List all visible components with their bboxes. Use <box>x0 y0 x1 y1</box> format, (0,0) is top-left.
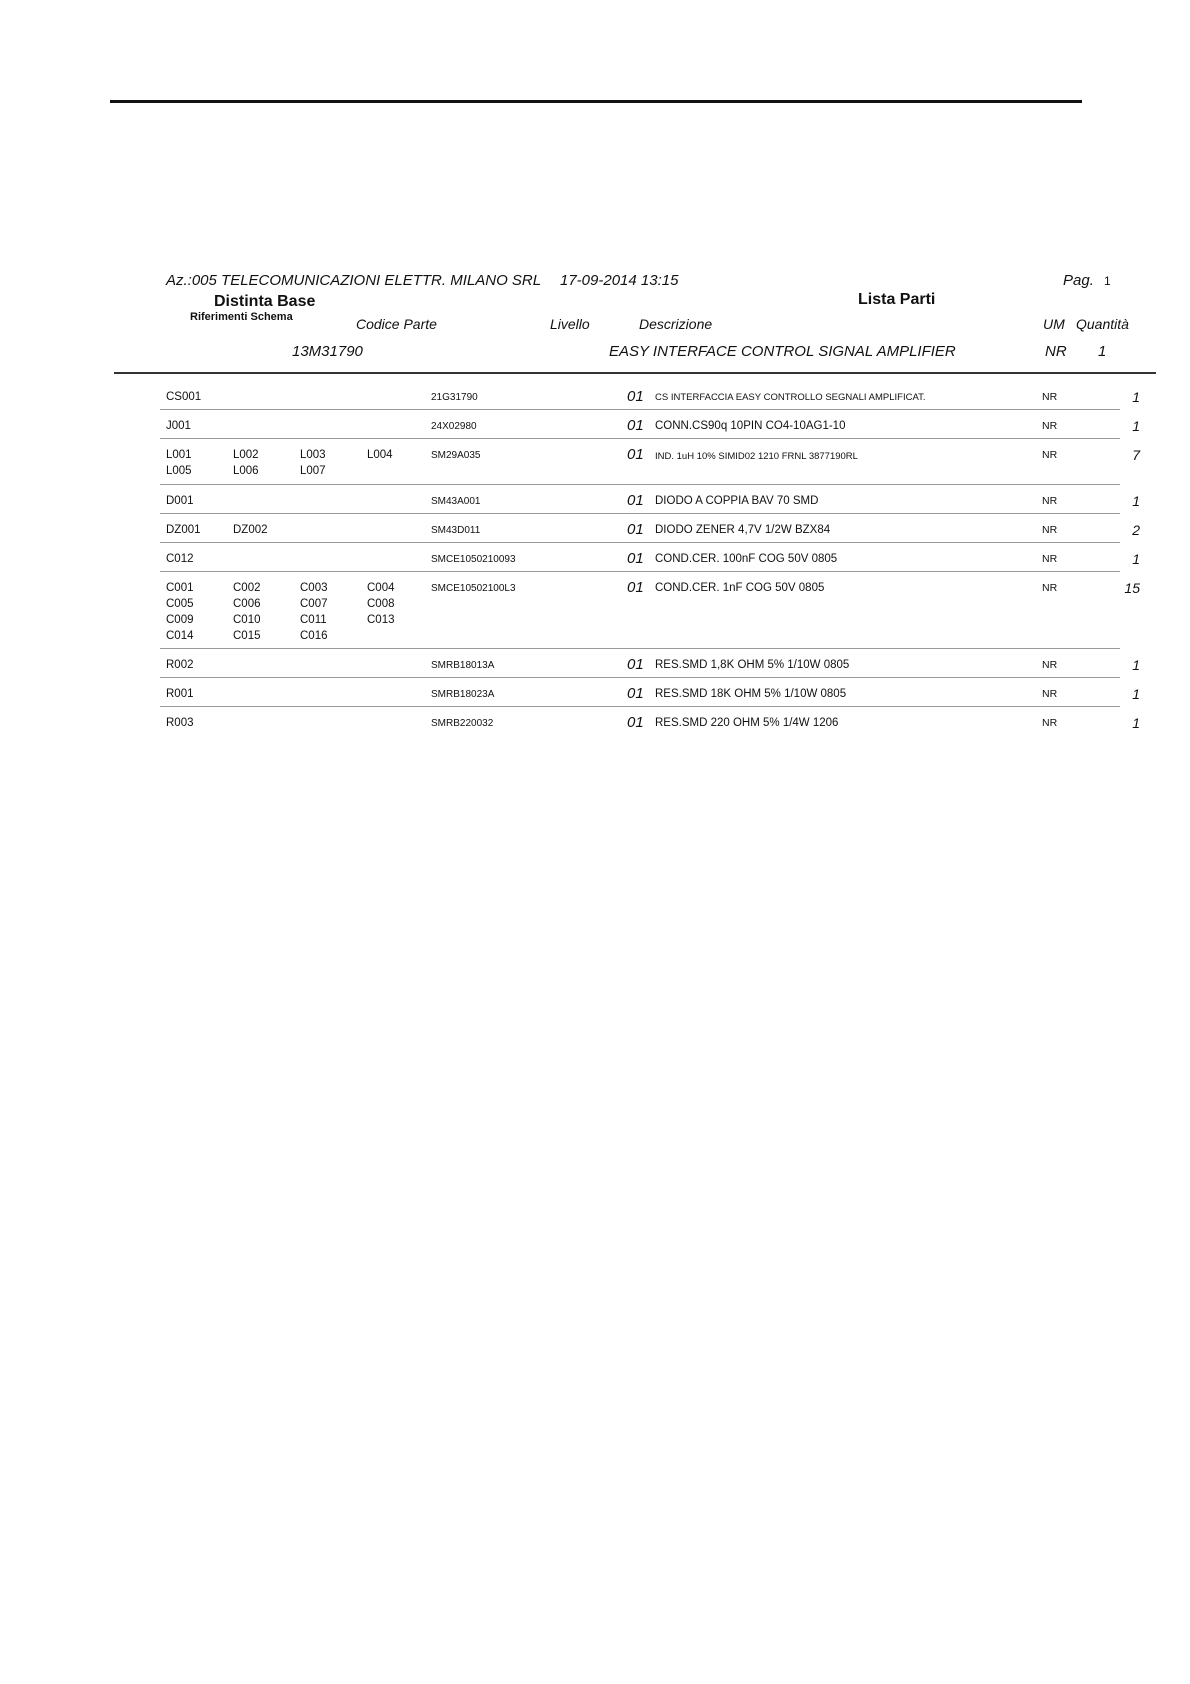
schematic-refs <box>166 581 434 644</box>
column-header-qty: Quantità <box>1076 316 1129 332</box>
schematic-refs <box>166 523 434 538</box>
page-number: 1 <box>1104 274 1111 288</box>
schematic-ref: CS001 <box>166 391 202 403</box>
part-description: DIODO ZENER 4,7V 1/2W BZX84 <box>655 524 831 536</box>
part-level: 01 <box>627 417 644 434</box>
schematic-ref: C006 <box>233 598 261 610</box>
part-description: RES.SMD 220 OHM 5% 1/4W 1206 <box>655 717 839 729</box>
schematic-refs <box>166 494 434 509</box>
part-qty: 1 <box>1132 493 1140 509</box>
part-code: SM29A035 <box>431 450 481 461</box>
part-um: NR <box>1042 659 1058 671</box>
part-description: RES.SMD 18K OHM 5% 1/10W 0805 <box>655 688 847 700</box>
part-code: SMRB18023A <box>431 689 495 700</box>
part-qty: 1 <box>1132 551 1140 567</box>
schematic-ref: C014 <box>166 630 194 642</box>
schematic-ref: C010 <box>233 614 261 626</box>
schematic-ref: DZ001 <box>166 524 201 536</box>
table-row <box>160 485 1140 514</box>
part-level: 01 <box>627 685 644 702</box>
schematic-ref: C007 <box>300 598 328 610</box>
part-level: 01 <box>627 388 644 405</box>
parent-part-qty: 1 <box>1098 343 1107 360</box>
part-description: COND.CER. 1nF COG 50V 0805 <box>655 582 825 594</box>
part-description: RES.SMD 1,8K OHM 5% 1/10W 0805 <box>655 659 850 671</box>
schematic-ref: C003 <box>300 582 328 594</box>
parent-part-code: 13M31790 <box>292 343 363 360</box>
table-row <box>160 543 1140 572</box>
part-qty: 1 <box>1132 686 1140 702</box>
schematic-ref: C016 <box>300 630 328 642</box>
schematic-ref: DZ002 <box>233 524 268 536</box>
schematic-ref: R003 <box>166 717 194 729</box>
report-title: Distinta Base <box>214 293 316 310</box>
parent-part-um: NR <box>1045 343 1067 360</box>
part-code: SM43D011 <box>431 525 481 536</box>
schematic-ref: C011 <box>300 614 327 626</box>
schematic-refs <box>166 552 434 567</box>
parts-table <box>160 381 1140 736</box>
schematic-ref: R002 <box>166 659 194 671</box>
part-level: 01 <box>627 521 644 538</box>
parent-part-description: EASY INTERFACE CONTROL SIGNAL AMPLIFIER <box>609 343 956 360</box>
schematic-refs <box>166 448 434 479</box>
part-code: SMRB220032 <box>431 718 494 729</box>
part-description: CONN.CS90q 10PIN CO4-10AG1-10 <box>655 420 846 432</box>
table-row <box>160 678 1140 707</box>
top-rule <box>110 100 1082 103</box>
table-row <box>160 649 1140 678</box>
page-label: Pag. <box>1063 272 1094 289</box>
part-code: 21G31790 <box>431 392 478 403</box>
company-name: Az.:005 TELECOMUNICAZIONI ELETTR. MILANO SRL <box>166 272 542 289</box>
part-level: 01 <box>627 579 644 596</box>
schematic-ref: C004 <box>367 582 395 594</box>
part-level: 01 <box>627 550 644 567</box>
column-header-level: Livello <box>550 316 590 332</box>
schematic-ref: L004 <box>367 449 393 461</box>
part-qty: 1 <box>1132 715 1140 731</box>
schematic-ref: C001 <box>166 582 194 594</box>
part-um: NR <box>1042 688 1058 700</box>
schematic-ref: L002 <box>233 449 259 461</box>
part-qty: 1 <box>1132 389 1140 405</box>
schematic-ref: R001 <box>166 688 194 700</box>
table-row <box>160 514 1140 543</box>
part-code: 24X02980 <box>431 421 477 432</box>
table-row <box>160 439 1140 485</box>
part-level: 01 <box>627 656 644 673</box>
part-um: NR <box>1042 391 1058 403</box>
part-um: NR <box>1042 449 1058 461</box>
part-code: SMCE10502100L3 <box>431 583 516 594</box>
part-code: SMRB18013A <box>431 660 495 671</box>
part-description: CS INTERFACCIA EASY CONTROLLO SEGNALI AMPLIFICAT. <box>655 392 926 403</box>
schematic-ref: C009 <box>166 614 194 626</box>
schematic-refs <box>166 687 434 702</box>
part-description: COND.CER. 100nF COG 50V 0805 <box>655 553 838 565</box>
schematic-ref: L006 <box>233 465 259 477</box>
part-code: SM43A001 <box>431 496 481 507</box>
schematic-ref: J001 <box>166 420 191 432</box>
part-qty: 2 <box>1132 522 1140 538</box>
table-row <box>160 410 1140 439</box>
schematic-refs <box>166 658 434 673</box>
column-header-description: Descrizione <box>639 316 713 332</box>
schematic-ref: C002 <box>233 582 261 594</box>
table-row <box>160 572 1140 649</box>
table-row <box>160 707 1140 736</box>
report-subtitle: Lista Parti <box>858 291 936 308</box>
column-header-refs: Riferimenti Schema <box>190 311 293 323</box>
part-um: NR <box>1042 495 1058 507</box>
schematic-ref: C008 <box>367 598 395 610</box>
column-header-um: UM <box>1043 316 1065 332</box>
schematic-ref: L001 <box>166 449 192 461</box>
header-rule <box>114 372 1156 374</box>
part-qty: 15 <box>1124 580 1140 596</box>
schematic-refs <box>166 419 434 434</box>
part-description: IND. 1uH 10% SIMID02 1210 FRNL 3877190RL <box>655 451 858 462</box>
report-datetime: 17-09-2014 13:15 <box>560 272 679 289</box>
part-description: DIODO A COPPIA BAV 70 SMD <box>655 495 819 507</box>
part-level: 01 <box>627 714 644 731</box>
column-header-code: Codice Parte <box>356 316 437 332</box>
part-um: NR <box>1042 717 1058 729</box>
part-qty: 1 <box>1132 418 1140 434</box>
table-row <box>160 381 1140 410</box>
part-um: NR <box>1042 553 1058 565</box>
schematic-refs <box>166 716 434 731</box>
part-level: 01 <box>627 492 644 509</box>
schematic-ref: L005 <box>166 465 192 477</box>
part-code: SMCE1050210093 <box>431 554 516 565</box>
schematic-ref: C013 <box>367 614 395 626</box>
schematic-ref: C012 <box>166 553 194 565</box>
schematic-refs <box>166 390 434 405</box>
part-qty: 1 <box>1132 657 1140 673</box>
part-um: NR <box>1042 524 1058 536</box>
part-level: 01 <box>627 446 644 463</box>
schematic-ref: C015 <box>233 630 261 642</box>
schematic-ref: L003 <box>300 449 326 461</box>
part-um: NR <box>1042 582 1058 594</box>
part-qty: 7 <box>1132 447 1140 463</box>
schematic-ref: L007 <box>300 465 326 477</box>
part-um: NR <box>1042 420 1058 432</box>
schematic-ref: C005 <box>166 598 194 610</box>
schematic-ref: D001 <box>166 495 194 507</box>
